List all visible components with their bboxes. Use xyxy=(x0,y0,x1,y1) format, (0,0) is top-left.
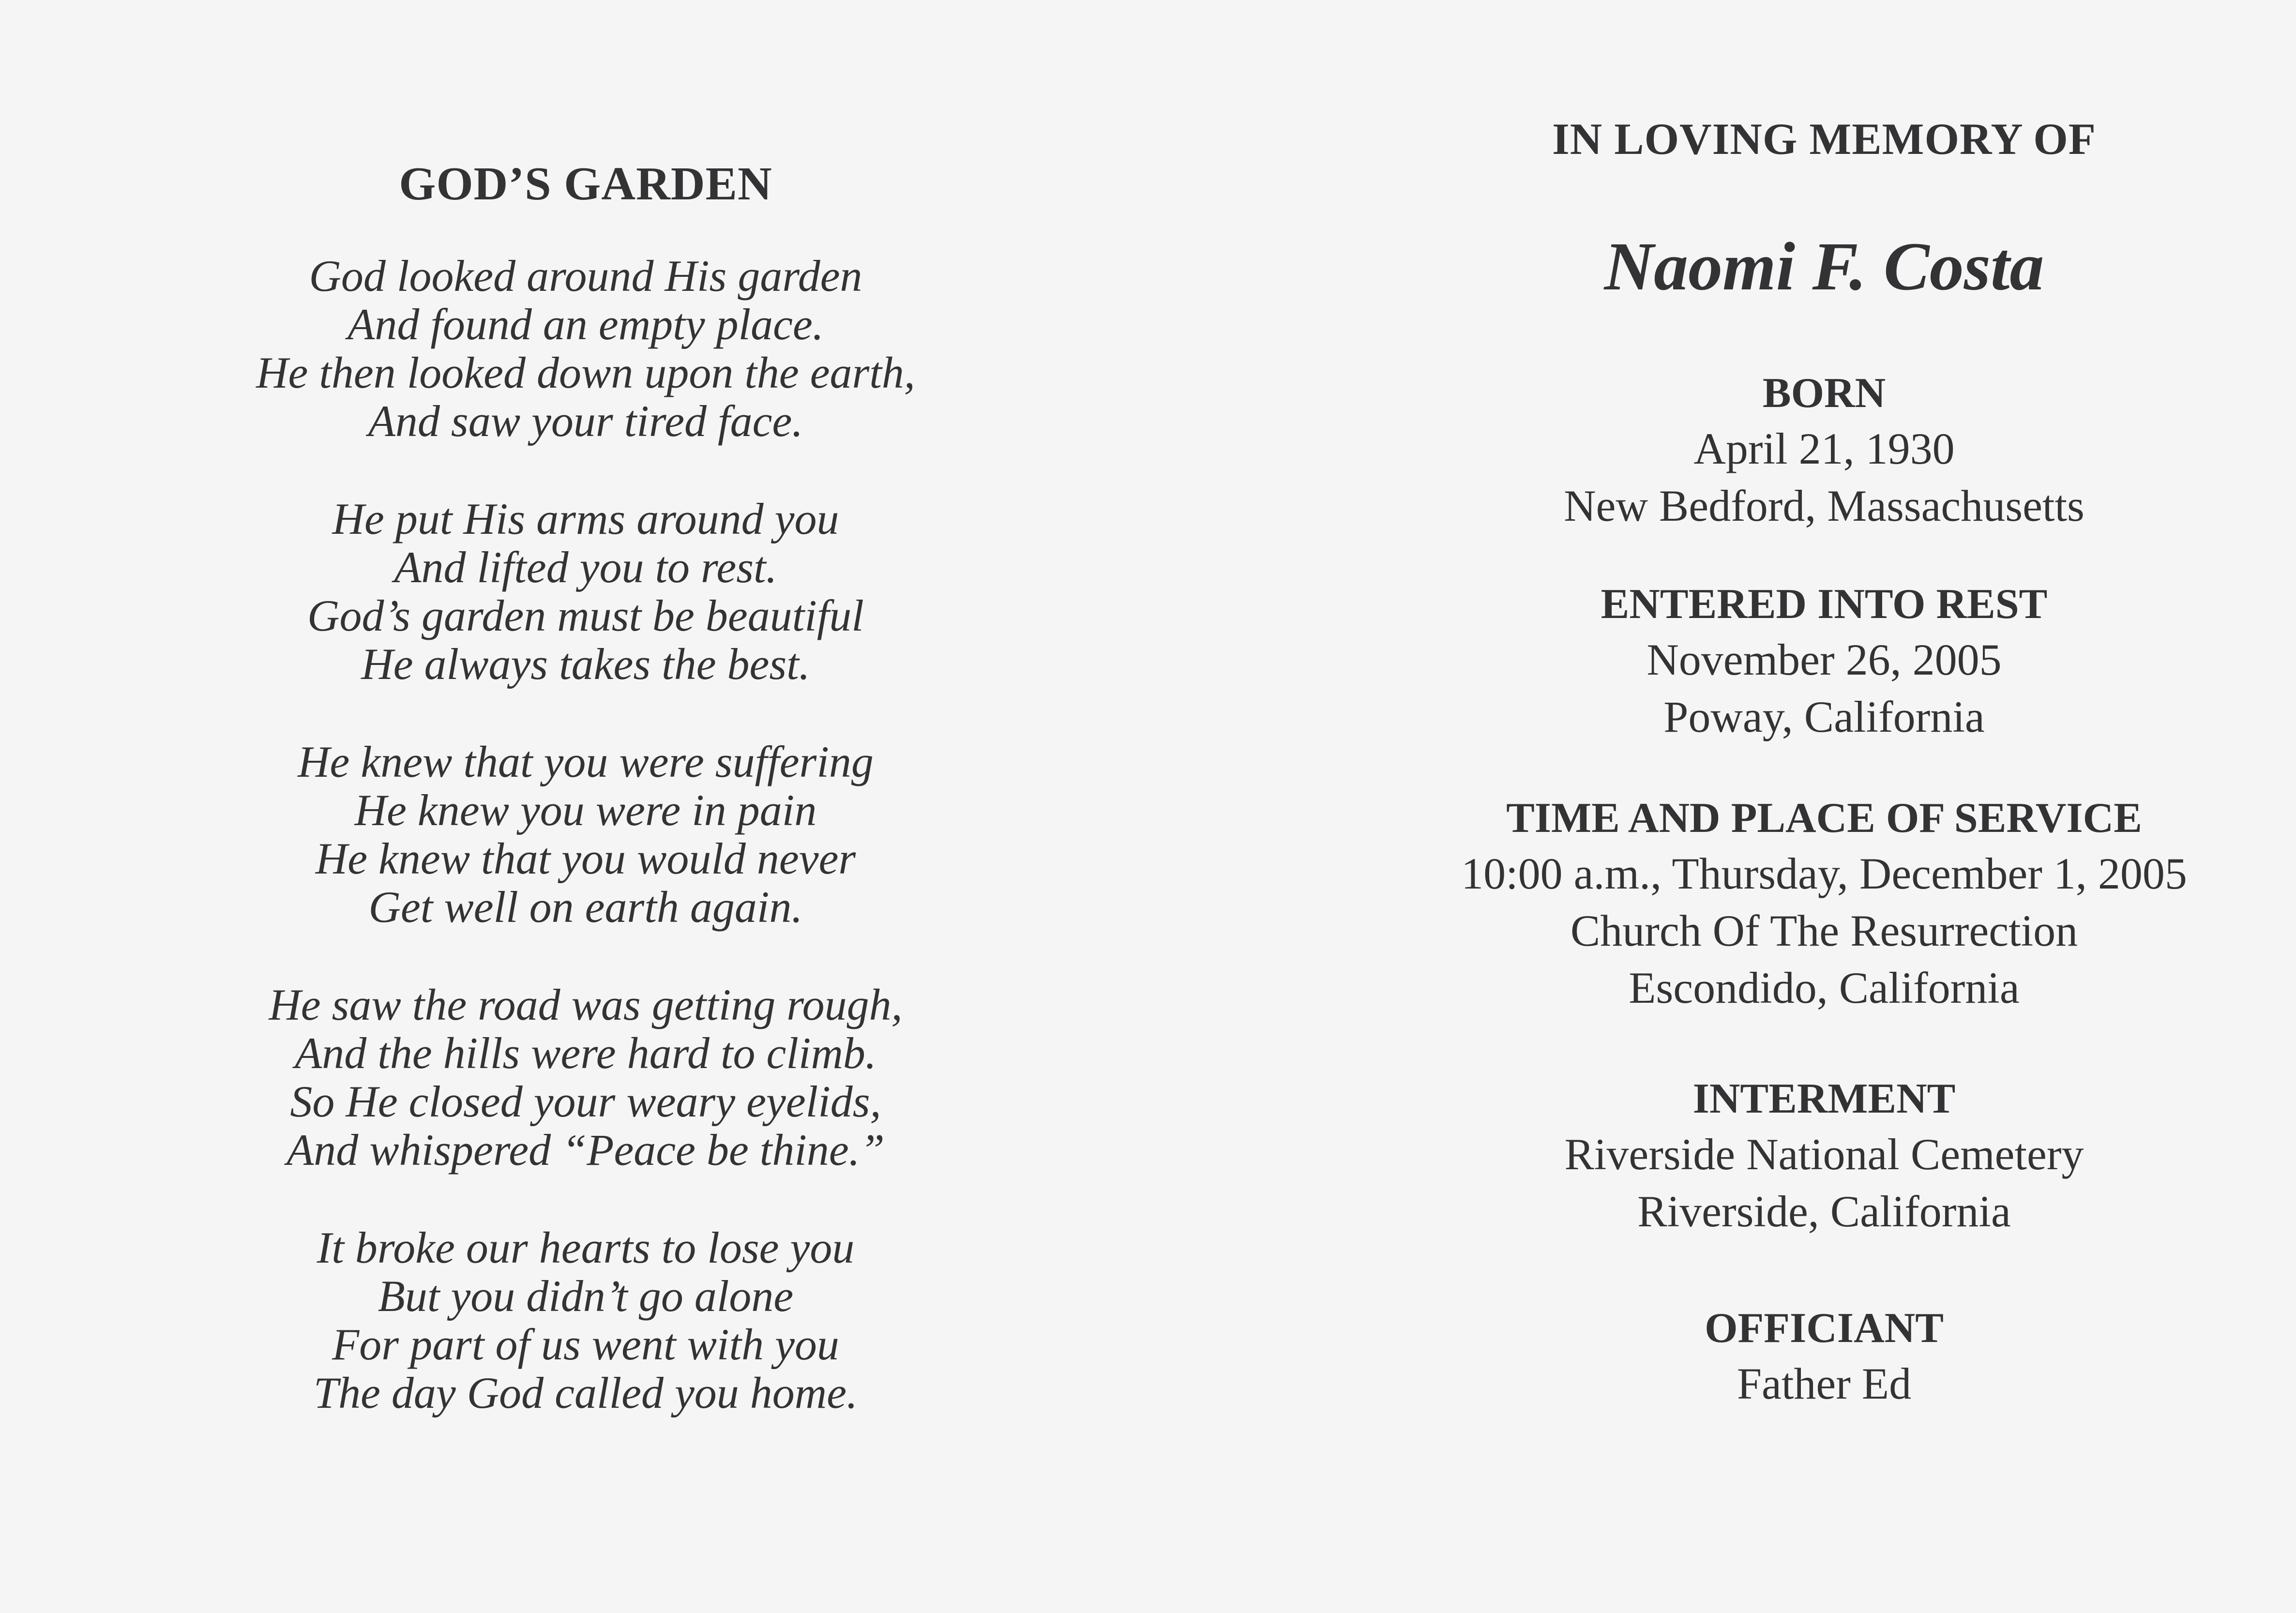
poem-line: And saw your tired face. xyxy=(368,396,803,446)
poem-line: And the hills were hard to climb. xyxy=(295,1028,876,1078)
poem-stanza-4 xyxy=(0,980,1171,1174)
poem-line: He put His arms around you xyxy=(332,494,839,543)
poem-stanza-3 xyxy=(0,738,1171,931)
service-heading: TIME AND PLACE OF SERVICE xyxy=(1506,795,2142,842)
service-section xyxy=(1148,792,2296,1016)
poem-line: He always takes the best. xyxy=(361,639,810,689)
poem-line: He knew that you would never xyxy=(315,834,856,883)
poem-line: But you didn’t go alone xyxy=(378,1271,794,1321)
poem-line: So He closed your weary eyelids, xyxy=(290,1077,881,1126)
death-date: November 26, 2005 xyxy=(1646,635,2002,684)
interment-location: Riverside National Cemetery xyxy=(1564,1130,2084,1179)
born-section xyxy=(1148,367,2296,534)
memorial-heading: IN LOVING MEMORY OF xyxy=(1552,114,2096,164)
poem-line: The day God called you home. xyxy=(313,1368,858,1417)
interment-city: Riverside, California xyxy=(1637,1187,2011,1236)
right-page xyxy=(1148,0,2296,1613)
poem-stanza-5 xyxy=(0,1223,1171,1417)
poem-title: GOD’S GARDEN xyxy=(399,158,772,210)
officiant-section xyxy=(1148,1302,2296,1412)
poem-line: God looked around His garden xyxy=(309,251,862,301)
service-city: Escondido, California xyxy=(1629,963,2020,1012)
poem-line: He knew you were in pain xyxy=(354,785,817,835)
poem-line: For part of us went with you xyxy=(332,1320,839,1369)
deceased-name: Naomi F. Costa xyxy=(1604,228,2044,304)
poem-line: It broke our hearts to lose you xyxy=(317,1223,855,1272)
poem xyxy=(0,252,1171,1466)
death-place: Poway, California xyxy=(1663,692,1985,741)
poem-line: And found an empty place. xyxy=(347,300,824,349)
service-time: 10:00 a.m., Thursday, December 1, 2005 xyxy=(1461,849,2187,898)
poem-stanza-2 xyxy=(0,495,1171,688)
memorial-details xyxy=(1148,367,2296,1412)
poem-line: And whispered “Peace be thine.” xyxy=(287,1125,885,1175)
birth-place: New Bedford, Massachusetts xyxy=(1564,481,2085,530)
officiant-name: Father Ed xyxy=(1737,1359,1912,1408)
poem-line: And lifted you to rest. xyxy=(394,543,777,592)
interment-heading: INTERMENT xyxy=(1692,1075,1956,1122)
service-location: Church Of The Resurrection xyxy=(1570,906,2078,955)
poem-stanza-1 xyxy=(0,252,1171,445)
born-heading: BORN xyxy=(1762,370,1886,417)
entered-into-rest-heading: ENTERED INTO REST xyxy=(1601,581,2048,628)
birth-date: April 21, 1930 xyxy=(1693,424,1955,473)
poem-line: He saw the road was getting rough, xyxy=(269,980,903,1029)
interment-section xyxy=(1148,1072,2296,1240)
entered-into-rest-section xyxy=(1148,578,2296,745)
poem-line: He then looked down upon the earth, xyxy=(256,348,915,397)
poem-line: He knew that you were suffering xyxy=(298,737,874,786)
officiant-heading: OFFICIANT xyxy=(1705,1305,1944,1352)
poem-line: God’s garden must be beautiful xyxy=(307,591,864,640)
poem-line: Get well on earth again. xyxy=(368,882,803,932)
